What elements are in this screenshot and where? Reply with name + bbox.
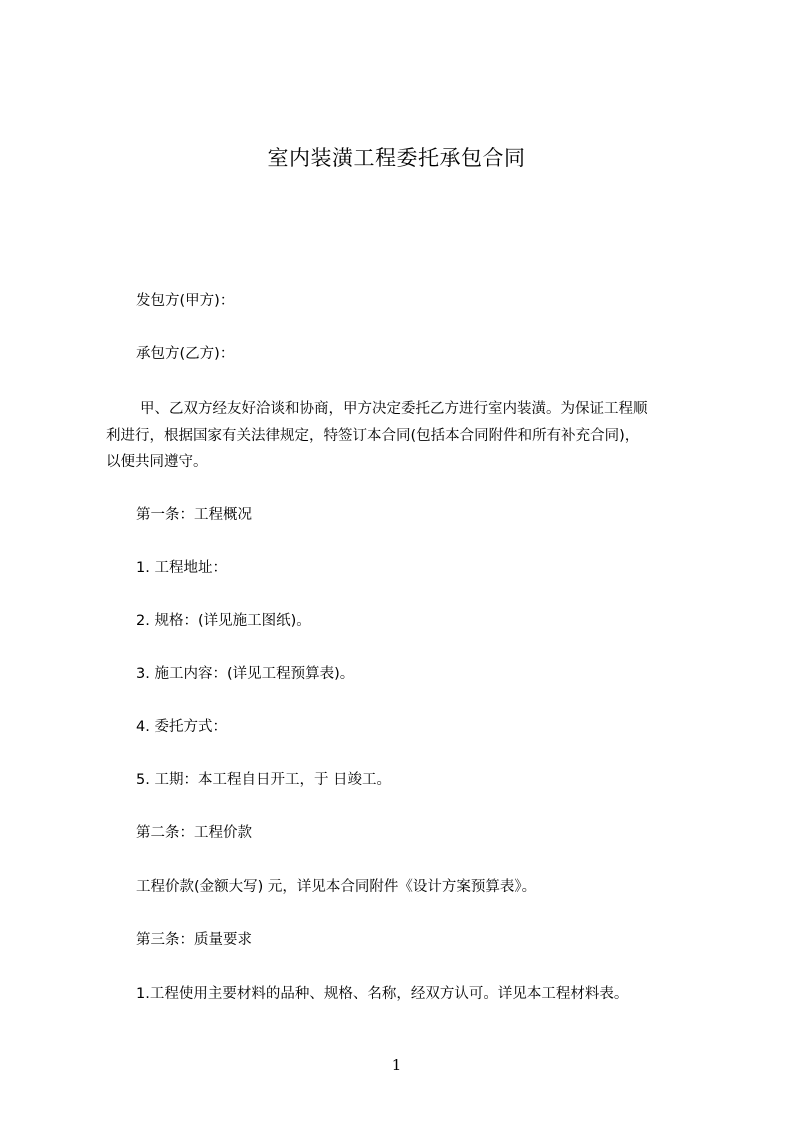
article-1-heading: 第一条：工程概况 [136, 507, 252, 523]
article-2-heading: 第二条：工程价款 [136, 825, 252, 841]
intro-line-1: 甲、乙双方经友好洽谈和协商，甲方决定委托乙方进行室内装潢。为保证工程顺 [140, 401, 648, 417]
article-3-item: 1.工程使用主要材料的品种、规格、名称，经双方认可。详见本工程材料表。 [136, 986, 629, 1002]
article-1-item: 5. 工期：本工程自日开工，于 日竣工。 [136, 772, 392, 788]
intro-line-2: 利进行，根据国家有关法律规定，特签订本合同(包括本合同附件和所有补充合同)， [106, 427, 640, 444]
article-2-text: 工程价款(金额大写) 元，详见本合同附件《设计方案预算表》。 [136, 879, 537, 895]
article-1-item: 4. 委托方式： [136, 719, 227, 735]
article-1-item: 3. 施工内容：(详见工程预算表)。 [136, 666, 355, 682]
article-3-heading: 第三条：质量要求 [136, 932, 252, 948]
document-title: 室内装潢工程委托承包合同 [267, 146, 526, 170]
party-b-label: 承包方(乙方)： [136, 346, 235, 362]
article-1-item: 1. 工程地址： [136, 560, 227, 576]
intro-paragraph [106, 396, 706, 476]
intro-line-3: 以便共同遵守。 [106, 454, 208, 470]
article-1-item: 2. 规格：(详见施工图纸)。 [136, 613, 311, 629]
page-number: 1 [391, 1056, 402, 1074]
party-a-label: 发包方(甲方)： [136, 293, 235, 309]
